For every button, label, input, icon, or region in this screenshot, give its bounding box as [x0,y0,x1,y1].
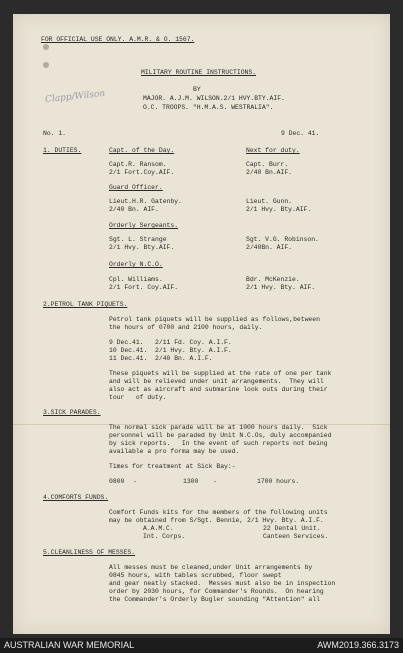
unit-entry: Int. Corps. [143,533,186,540]
sgt-next-name: Sgt. V.G. Robinson. [246,236,319,243]
time-value: 0800 [109,478,125,485]
order-date: 9 Dec. 41. [281,130,320,137]
by-line: BY [193,86,201,93]
document-title: MILITARY ROUTINE INSTRUCTIONS. [141,69,257,76]
piquet-para-line: also act as aircraft and submarine look outs during their [109,386,328,393]
sgt-next-unit: 2/40Bn. AIF. [246,244,293,251]
orderly-nco-heading: Orderly N.C.O. [109,261,163,268]
nco-next-name: Bdr. McKenzie. [246,276,300,283]
capt-day-name: Capt.R. Ransom. [109,161,167,168]
time-value: 1300 [183,478,199,485]
capt-day-unit: 2/1 Fort.Coy.AIF. [109,169,175,176]
roster-row: 11 Dec.41. 2/40 Bn. A.I.F. [109,355,213,362]
comforts-para-line: may be obtained from S/Sgt. Bennie, 2/1 Hvy. Bty. A.I.F. [109,517,324,524]
unit-entry: 22 Dental Unit. [263,525,321,532]
captain-of-day-heading: Capt. of the Day. [109,147,175,154]
sick-para-line: by sick reports. In the event of such reports not being [109,440,328,447]
guard-officer-heading: Guard Officer. [109,184,163,191]
punch-hole [43,44,49,50]
punch-hole [43,62,49,68]
footer-accession-id: AWM2019.366.3173 [317,640,399,650]
guard-next-name: Lieut. Gunn. [246,198,293,205]
messes-para-line: All messes must be cleaned,under Unit arrangements by [109,564,313,571]
unit-entry: A.A.M.C. [143,525,174,532]
section-comforts-heading: 4.COMFORTS FUNDS. [43,494,109,501]
piquet-para-line: tour of duty. [109,394,167,401]
times-label: Times for treatment at Sick Bay:- [109,463,236,470]
messes-para-line: the Commander's Orderly Bugler sounding "Attention" all [109,596,320,603]
sgt-day-name: Sgt. L. Strange [109,236,167,243]
order-number: No. 1. [43,130,67,137]
footer-bar [0,638,403,653]
next-for-duty-heading: Next for duty. [246,147,300,154]
sgt-day-unit: 2/1 Hvy. Bty.AIF. [109,244,175,251]
guard-next-unit: 2/1 Hvy. Bty.AIF. [246,206,312,213]
official-use-header: FOR OFFICIAL USE ONLY. A.M.R. & O. 1567. [41,36,195,43]
section-messes-heading: 5.CLEANLINESS OF MESSES. [43,549,136,556]
sick-para-line: personnel will be paraded by Unit N.C.Os, duly accompanied [109,432,332,439]
troops-line: O.C. TROOPS. "H.M.A.S. WESTRALIA". [143,104,274,111]
handwritten-signature: Clapp/Wilson [44,88,106,106]
roster-row: 10 Dec.41. 2/1 Hvy. Bty. A.I.F. [109,347,232,354]
unit-entry: Canteen Services. [263,533,329,540]
sick-para-line: available a pro forma may be used. [109,448,240,455]
dash-separator: - [213,478,217,485]
capt-next-name: Capt. Burr. [246,161,289,168]
time-value: 1700 hours. [257,478,300,485]
author-line: MAJOR. A.J.M. WILSON.2/1 HVY.BTY.AIF. [143,95,285,102]
messes-para-line: order by 2030 hours, for Commander's Rounds. On hearing [109,588,324,595]
nco-next-unit: 2/1 Hvy. Bty. AIF. [246,284,316,291]
guard-day-name: Lieut.H.R. Gatenby. [109,198,182,205]
nco-day-name: Cpl. Williams. [109,276,163,283]
section-duties-heading: 1. DUTIES. [43,147,82,154]
footer-institution: AUSTRALIAN WAR MEMORIAL [4,640,135,650]
messes-para-line: and gear neatly stacked. Messes must also be in inspection [109,580,336,587]
capt-next-unit: 2/40 Bn.AIF. [246,169,293,176]
comforts-para-line: Comfort Funds kits for the members of the following units [109,509,328,516]
guard-day-unit: 2/40 Bn. AIF. [109,206,159,213]
piquet-para-line: These piquets will be supplied at the rate of one per tank [109,370,332,377]
section-petrol-heading: 2.PETROL TANK PIQUETS. [43,301,128,308]
nco-day-unit: 2/1 Fort. Coy.AIF. [109,284,179,291]
dash-separator: - [133,478,137,485]
petrol-para-line: Petrol tank piquets will be supplied as follows,between [109,316,320,323]
messes-para-line: 0845 hours, with tables scrubbed, floor swept [109,572,282,579]
piquet-para-line: and will be relieved under unit arrangements. They will [109,378,324,385]
petrol-para-line: the hours of 0700 and 2100 hours, daily. [109,324,263,331]
roster-row: 9 Dec.41. 2/11 Fd. Coy. A.I.F. [109,339,232,346]
orderly-sergeants-heading: Orderly Sergeants. [109,222,179,229]
section-sick-heading: 3.SICK PARADES. [43,409,101,416]
sick-para-line: The normal sick parade will be at 1000 hours daily. Sick [109,424,328,431]
document-sheet [13,14,390,634]
